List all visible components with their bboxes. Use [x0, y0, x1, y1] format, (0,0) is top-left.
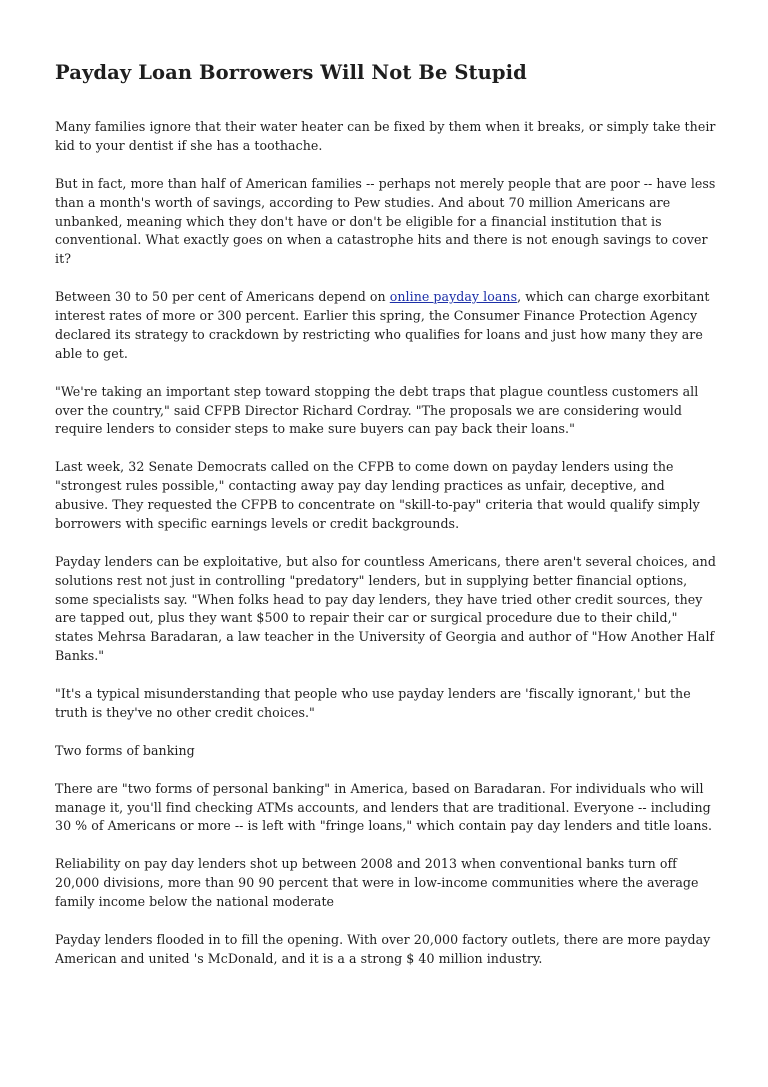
paragraph-8: There are "two forms of personal banking" in America, based on Baradaran. For individuals who will manage it, you'll find checking ATMs accounts, and lenders that are traditional. Everyone -- including 30 % of Americans or more -- is left with "fringe loans," which contain pay day lenders and title loans. — [55, 780, 713, 834]
section-subheading: Two forms of banking — [55, 742, 195, 758]
paragraph-9: Reliability on pay day lenders shot up between 2008 and 2013 when conventional banks turn off 20,000 divisions, more than 90 90 percent that were in low-income communities where the average family income below the national moderate — [55, 856, 699, 910]
paragraph-3 — [55, 288, 719, 364]
paragraph-3-text-before: Between 30 to 50 per cent of Americans depend on — [55, 289, 390, 305]
document-page — [55, 58, 719, 988]
document-title: Payday Loan Borrowers Will Not Be Stupid — [55, 61, 527, 84]
paragraph-10: Payday lenders flooded in to fill the opening. With over 20,000 factory outlets, there are more payday American and united 's McDonald, and it is a a strong $ 40 million industry. — [55, 931, 711, 966]
paragraph-4: "We're taking an important step toward stopping the debt traps that plague countless customers all over the country," said CFPB Director Richard Cordray. "The proposals we are considering would require lenders to consider steps to make sure buyers can pay back their loans." — [55, 383, 699, 437]
online-payday-loans-link[interactable]: online payday loans — [389, 289, 518, 305]
paragraph-2: But in fact, more than half of American families -- perhaps not merely people that are poor -- have less than a month's worth of savings, according to Pew studies. And about 70 million Americans are unbanked, meaning which they don't have or don't be eligible for a financial institution that is conventional. What exactly goes on when a catastrophe hits and there is not enough savings to cover it? — [55, 175, 716, 267]
paragraph-3-text-after: , which can charge exorbitant interest rates of more or 300 percent. Earlier this spring, the Consumer Finance Protection Agency declared its strategy to crackdown by restricting who qualifies for loans and just how many they are able to get. — [55, 289, 710, 361]
paragraph-1: Many families ignore that their water heater can be fixed by them when it breaks, or simply take their kid to your dentist if she has a toothache. — [55, 119, 716, 153]
paragraph-7: "It's a typical misunderstanding that people who use payday lenders are 'fiscally ignorant,' but the truth is they've no other credit choices." — [55, 686, 691, 720]
paragraph-5: Last week, 32 Senate Democrats called on the CFPB to come down on payday lenders using the "strongest rules possible," contacting away pay day lending practices as unfair, deceptive, and abusive. They requested the CFPB to concentrate on "skill-to-pay" criteria that would qualify simply borrowers with specific earnings levels or credit backgrounds. — [55, 459, 700, 531]
paragraph-6: Payday lenders can be exploitative, but also for countless Americans, there aren't several choices, and solutions rest not just in controlling "predatory" lenders, but in supplying better financial options, some specialists say. "When folks head to pay day lenders, they have tried other credit sources, they are tapped out, plus they want $500 to repair their car or surgical procedure due to their child," states Mehrsa Baradaran, a law teacher in the University of Georgia and author of "How Another Half Banks." — [55, 553, 716, 664]
